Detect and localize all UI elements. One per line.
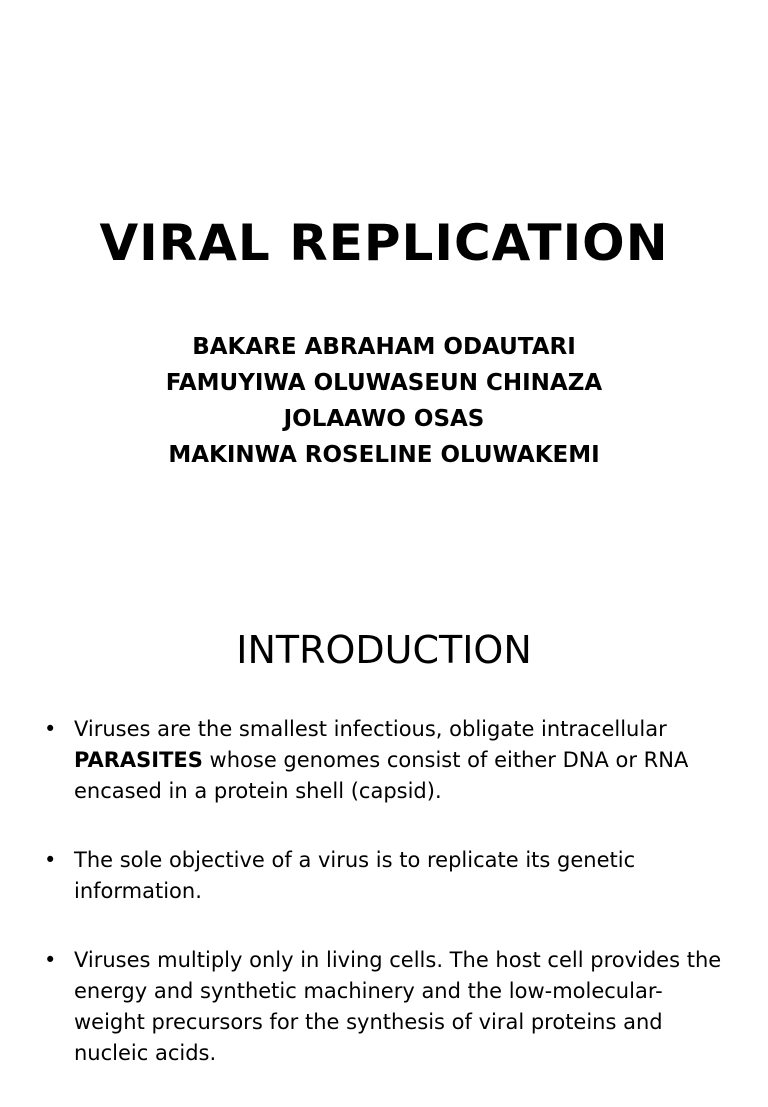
author-name: FAMUYIWA OLUWASEUN CHINAZA: [165, 370, 603, 396]
bullet-emphasis: PARASITES: [74, 748, 203, 772]
bullet-icon: •: [44, 848, 57, 872]
author-list: [0, 329, 768, 473]
bullet-icon: •: [44, 717, 57, 741]
bullet-icon: •: [44, 948, 57, 972]
bullet-item: [0, 714, 768, 807]
document-title: VIRAL REPLICATION: [99, 214, 669, 272]
bullet-text: The sole objective of a virus is to replicate its genetic information.: [74, 848, 636, 903]
introduction-slide: [0, 576, 768, 1065]
bullet-text: Viruses multiply only in living cells. The host cell provides the energy and synthetic machinery and the low-molecular-weight precursors for the synthesis of viral proteins and nucleic acids.: [74, 948, 722, 1065]
author-name: MAKINWA ROSELINE OLUWAKEMI: [168, 442, 600, 468]
author-name: BAKARE ABRAHAM ODAUTARI: [192, 334, 576, 360]
author-name: JOLAAWO OSAS: [283, 406, 485, 432]
bullet-list: [0, 714, 768, 1107]
section-title: INTRODUCTION: [236, 628, 532, 672]
bullet-text-continued: whose genomes consist of either DNA or RNA encased in a protein shell (capsid).: [74, 748, 689, 803]
bullet-text: Viruses are the smallest infectious, obligate intracellular: [74, 717, 667, 741]
bullet-item: [0, 845, 768, 907]
bullet-item: [0, 945, 768, 1069]
